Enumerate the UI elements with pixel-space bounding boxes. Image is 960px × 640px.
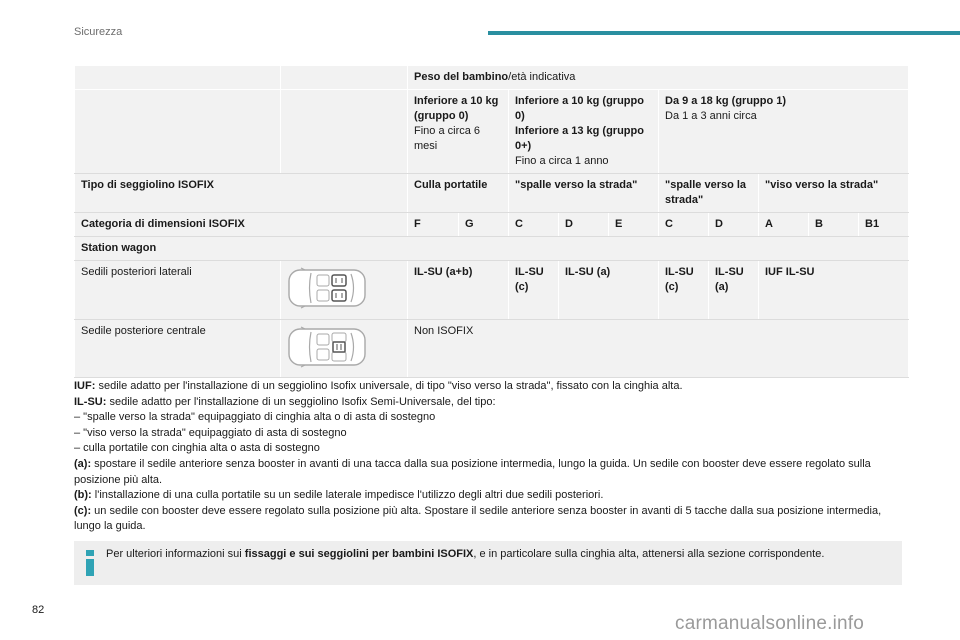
type-rear-facing-2: "spalle verso la strada" [659,174,759,213]
central-seat-value: Non ISOFIX [408,320,909,378]
size-cell: E [609,213,659,237]
info-text-bold: fissaggi e sui seggiolini per bambini ISOFIX [244,548,474,560]
group-1-age: Da 1 a 3 anni circa [665,110,757,122]
group-0plus-weight2: Inferiore a 13 kg (gruppo 0+) [515,125,644,152]
isofix-table [74,65,909,378]
size-row [75,213,909,237]
lateral-value-group0plus-a: IL-SU (a) [559,261,659,320]
lateral-value-group0: IL-SU (a+b) [408,261,509,320]
info-text [106,547,886,563]
size-cell: D [709,213,759,237]
note-a [74,457,904,488]
page-number: 82 [32,604,45,616]
lateral-value-group1-forward: IUF IL-SU [759,261,909,320]
group-0-weight: Inferiore a 10 kg (gruppo 0) [414,95,499,122]
lateral-seats-row [75,261,909,320]
central-seat-diagram-cell [281,320,408,378]
note-a-term: (a): [74,457,92,470]
lateral-value-group1-c: IL-SU (c) [659,261,709,320]
type-label: Tipo di seggiolino ISOFIX [75,174,408,213]
size-cell: C [659,213,709,237]
note-a-text: spostare il sedile anteriore senza booster in avanti di una tacca dalla sua posizione intermedia, lungo la guida. Un sedile con booster deve essere regolato sulla posizione più alta. [74,457,871,486]
size-cell: D [559,213,609,237]
size-cell: B [809,213,859,237]
notes [74,379,904,535]
note-iuf-text: sedile adatto per l'installazione di un seggiolino Isofix universale, di tipo "viso verso la strada", fissato con la cinghia alta. [98,380,683,392]
note-b-term: (b): [74,489,92,502]
info-icon [86,550,94,576]
lateral-value-group1-a: IL-SU (a) [709,261,759,320]
central-seat-label: Sedile posteriore centrale [75,320,281,378]
info-text-after: , e in particolare sulla cinghia alta, attenersi alla sezione corrispondente. [473,548,825,560]
section-title: Sicurezza [74,26,123,38]
size-cell: B1 [859,213,909,237]
group-1-weight: Da 9 a 18 kg (gruppo 1) [665,95,787,107]
note-c [74,504,904,535]
size-cell: A [759,213,809,237]
group-0plus-weight: Inferiore a 10 kg (gruppo 0) [515,95,644,122]
type-forward-facing: "viso verso la strada" [759,174,909,213]
note-ilsu [74,395,904,411]
weight-header-cell [408,66,909,90]
vehicle-row [75,237,909,261]
size-cell: F [408,213,459,237]
weight-header-bold: Peso del bambino [414,71,509,83]
note-ilsu-text: sedile adatto per l'installazione di un seggiolino Isofix Semi-Universale, del tipo: [109,395,496,408]
note-ilsu-term: IL-SU: [74,395,107,408]
note-b [74,488,904,504]
car-top-view-lateral-seats-icon [287,265,367,311]
size-cell: C [509,213,559,237]
group-0-cell [408,90,509,174]
lateral-value-group0plus-c: IL-SU (c) [509,261,559,320]
type-row [75,174,909,213]
info-text-before: Per ulteriori informazioni sui [106,548,245,560]
weight-header-row [75,66,909,90]
note-c-term: (c): [74,504,92,517]
watermark: carmanualsonline.info [675,613,865,634]
note-c-text: un sedile con booster deve essere regolato sulla posizione più alta. Spostare il sedile anteriore senza booster in avanti di 5 tacche dalla sua posizione intermedia, lungo la guida. [74,504,882,533]
note-iuf [74,379,904,395]
size-label: Categoria di dimensioni ISOFIX [75,213,408,237]
note-ilsu-item: – "viso verso la strada" equipaggiato di asta di sostegno [74,426,347,439]
group-0plus-age: Fino a circa 1 anno [515,155,609,167]
size-cell: G [459,213,509,237]
central-seat-row [75,320,909,378]
type-carrycot: Culla portatile [408,174,509,213]
groups-row [75,90,909,174]
weight-header-rest: /età indicativa [508,71,576,83]
note-ilsu-item: – culla portatile con cinghia alta o asta di sostegno [74,442,320,455]
note-ilsu-item: – "spalle verso la strada" equipaggiato di cinghia alta o di asta di sostegno [74,411,436,424]
group-0-age: Fino a circa 6 mesi [414,125,481,152]
type-rear-facing-1: "spalle verso la strada" [509,174,659,213]
info-box [74,541,902,585]
header-accent-bar [488,31,960,35]
vehicle-label: Station wagon [75,237,909,261]
car-top-view-central-seat-icon [287,324,367,370]
note-b-text: l'installazione di una culla portatile su un sedile laterale impedisce l'utilizzo degli altri due sedili posteriori. [94,489,604,502]
group-1-cell [659,90,909,174]
lateral-seats-label: Sedili posteriori laterali [75,261,281,320]
group-0plus-cell [509,90,659,174]
note-iuf-term: IUF: [74,380,96,392]
lateral-seats-diagram-cell [281,261,408,320]
